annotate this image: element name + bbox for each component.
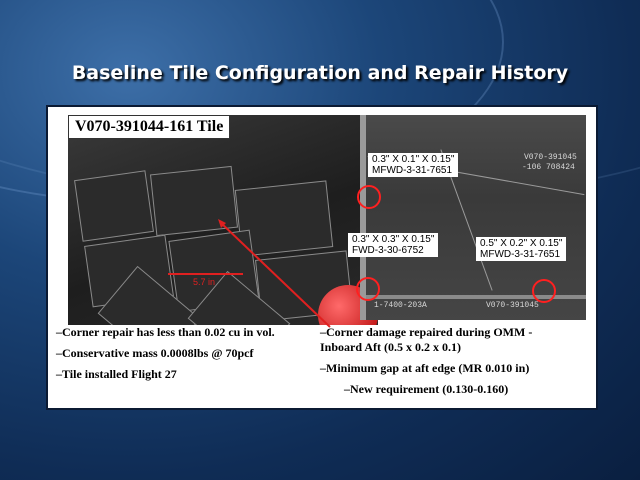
damage-dimensions: 0.3" X 0.3" X 0.15" bbox=[352, 234, 435, 245]
right-bullet-list bbox=[320, 325, 532, 403]
bullet-item: –Minimum gap at aft edge (MR 0.010 in) bbox=[320, 361, 530, 375]
damage-marker-circle bbox=[357, 185, 381, 209]
damage-callout bbox=[476, 237, 566, 261]
bullet-item: –Corner damage repaired during OMM - bbox=[320, 325, 533, 339]
bullet-item: –New requirement (0.130-0.160) bbox=[344, 382, 509, 396]
damage-callout bbox=[368, 153, 458, 177]
part-number-label: 1-7400-203A bbox=[374, 301, 427, 310]
dimension-label: 5.7 in bbox=[193, 277, 216, 287]
left-bullet-list bbox=[56, 325, 275, 388]
part-number-label: V070-391045 bbox=[524, 153, 577, 162]
part-number-sub-label: -106 708424 bbox=[522, 163, 575, 172]
content-panel bbox=[46, 105, 598, 410]
damage-dimensions: 0.3" X 0.1" X 0.15" bbox=[372, 154, 455, 165]
bullet-item: –Tile installed Flight 27 bbox=[56, 367, 177, 381]
damage-callout bbox=[348, 233, 438, 257]
tile-id-label: V070-391044-161 Tile bbox=[68, 115, 230, 139]
damage-dimensions: 0.5" X 0.2" X 0.15" bbox=[480, 238, 563, 249]
damage-marker-circle bbox=[356, 277, 380, 301]
damage-reference: MFWD-3-31-7651 bbox=[372, 165, 453, 176]
bullet-item: –Conservative mass 0.0008lbs @ 70pcf bbox=[56, 346, 254, 360]
damage-reference: MFWD-3-31-7651 bbox=[480, 249, 561, 260]
bullet-item: Inboard Aft (0.5 x 0.2 x 0.1) bbox=[320, 340, 462, 354]
bullet-item: –Corner repair has less than 0.02 cu in vol. bbox=[56, 325, 275, 339]
damage-marker-circle bbox=[532, 279, 556, 303]
damage-reference: FWD-3-30-6752 bbox=[352, 245, 424, 256]
slide-title: Baseline Tile Configuration and Repair History bbox=[71, 62, 569, 84]
part-number-label: V070-391045 bbox=[486, 301, 539, 310]
